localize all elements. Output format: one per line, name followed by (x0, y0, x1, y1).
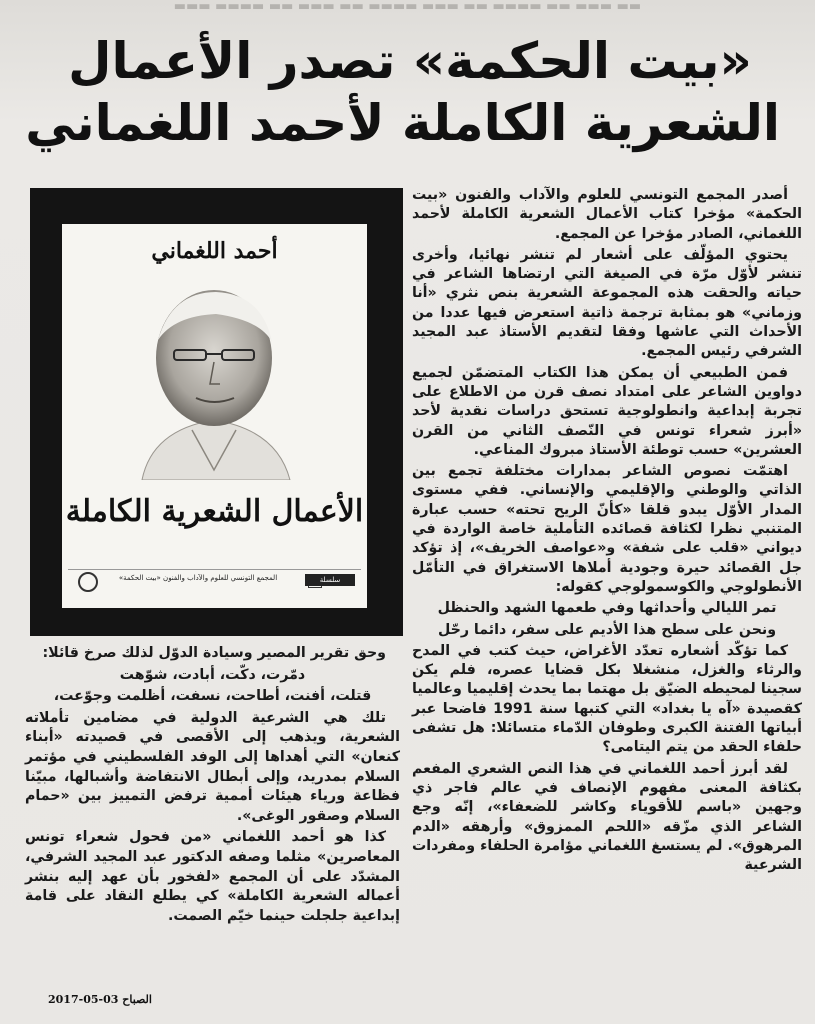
cover-publisher: المجمع التونسي للعلوم والآداب والفنون «بيت الحكمة» (118, 574, 278, 582)
article-paragraph: يحتوي المؤلّف على أشعار لم تنشر نهائيا، وأخرى تنشر لأوّل مرّة في الصيغة التي ارتضاها الشاعر في حياته والحقت هذه المجموعة الشعرية بنص نثري «أنا وزماني» هو بمثابة ترجمة ذاتية استعرض فيها عددا من الأحداث التي عاشها وفقا لتقديم الأستاذ عبد المجيد الشرفي رئيس المجمع. (412, 246, 802, 360)
article-paragraph: لقد أبرز أحمد اللغماني في هذا النص الشعري المفعم بكثافة المعنى مفهوم الإنصاف في عالم فاجر ذي وجهين «باسم للأقوياء وكاشر للضعفاء»، إنّه وجع الشاعر الذي مزّقه «اللحم الممزوق» وأرهقه «الدم المرهوق». لم يستسغ اللغماني مؤامرة الحلفاء ومفردات الشرعية (412, 760, 802, 874)
poem-verse: تمر الليالي وأحداثها وفي طعمها الشهد والحنظل (437, 600, 777, 617)
previous-article-strip: ▬▬ ▬▬▬ ▬▬ ▬▬▬▬ ▬▬ ▬▬▬ ▬▬▬▬ ▬▬ ▬▬▬ ▬▬ ▬▬▬▬ ▬▬▬ (173, 0, 642, 14)
poem-verse: دمّرت، دكّت، أبادت، شوّهت (119, 666, 306, 683)
cover-book-title: الأعمال الشعرية الكاملة (65, 494, 364, 529)
article-paragraph: اهتمّت نصوص الشاعر بمدارات مختلفة تجمع بين الذاتي والوطني والإقليمي والإنساني. ففي مستوى المدار الأوّل يبدو قلقا «كأنّ الريح تحته» حسب عبارة المتنبي نظرا لكثافة قصائده التأملية خاصة الواردة في ديواني «قلب على شفة» و«عواصف الخريف»، إذ تؤكد جل القصائد حيرة وجودية أملاها الاستغراق في التأمّل الأنطولوجي والكوسمولوجي كقوله: (412, 463, 802, 595)
source-date-caption: الصباح 03-05-2017 (48, 993, 152, 1006)
poem-verse: ونحن على سطح هذا الأديم على سفر، دائما رحّل (437, 621, 777, 638)
headline-line-2: الشعرية الكاملة لأحمد اللغماني (25, 94, 780, 152)
article-paragraph: فمن الطبيعي أن يمكن هذا الكتاب المتضمّن لجميع دواوين الشاعر على امتداد نصف قرن من الاطلاع على تجربة إبداعية وانطولوجية تستحق دراسات نقدية لأحد «أبرز شعراء تونس في النّصف الثاني من القرن العشرين» حسب توطئة الأستاذ مبروك المناعي. (412, 364, 802, 458)
article-paragraph: أصدر المجمع التونسي للعلوم والآداب والفنون «بيت الحكمة» مؤخرا كتاب الأعمال الشعرية الكاملة لأحمد اللغماني، الصادر مؤخرا عن المجمع. (412, 187, 802, 242)
publisher-seal-icon (78, 572, 98, 592)
article-paragraph: كذا هو أحمد اللغماني «من فحول شعراء تونس المعاصرين» مثلما وصفه الدكتور عبد المجيد الشرفي، المشدّد على أن المجمع «لفخور بأن عهد إليه بنشر أعماله الشعرية الكاملة» كي يطلع النقاد على قامة إبداعية جلجلت حينما خيّم الصمت. (25, 829, 400, 924)
author-portrait (122, 280, 307, 480)
article-paragraph: كما تؤكّد أشعاره تعدّد الأغراض، حيث كتب في المدح والرثاء والغزل، منشغلا بكل قضايا عصره، فلم يكن سجينا لمحيطه الضيّق بل مهتما بما يحدث إقليميا وعالميا كقصيدة «آه يا بغداد» التي كتبها سنة 1991 فاضحا عبر أبياتها الفتنة الكبرى وطوفان الدّماء متسائلا: هل تشفى حلفاء الحقد من يتم اليتامى؟ (412, 642, 802, 756)
cover-series-label: سلسلة (305, 574, 355, 586)
article-right-column (412, 186, 802, 877)
poem-verse: قتلت، أفنت، أطاحت، نسفت، أظلمت وجوّعت، (53, 688, 372, 705)
cover-author-name: أحمد اللغماني (151, 238, 278, 264)
book-cover-image (30, 188, 403, 636)
article-paragraph: وحق تقرير المصير وسيادة الدوّل لذلك صرخ قائلا: (42, 645, 386, 661)
headline-line-1: «بيت الحكمة» تصدر الأعمال (68, 32, 752, 90)
cover-footer-band (68, 569, 361, 592)
article-paragraph: تلك هي الشرعية الدولية في مضامين تأملاته الشعرية، ويذهب إلى الأقصى في قصيدته «أبناء كنعان» التي أهداها إلى الوفد الفلسطيني في مؤتمر السلام بمدريد، وإلى أبطال الانتفاضة وأشبالها، مبيّنا فظاعة ورياء هيئات أممية ترفض التمييز بين «حمام السلام وصقور الوغى». (25, 709, 400, 824)
book-cover-panel (62, 224, 367, 608)
article-left-column (25, 644, 400, 928)
